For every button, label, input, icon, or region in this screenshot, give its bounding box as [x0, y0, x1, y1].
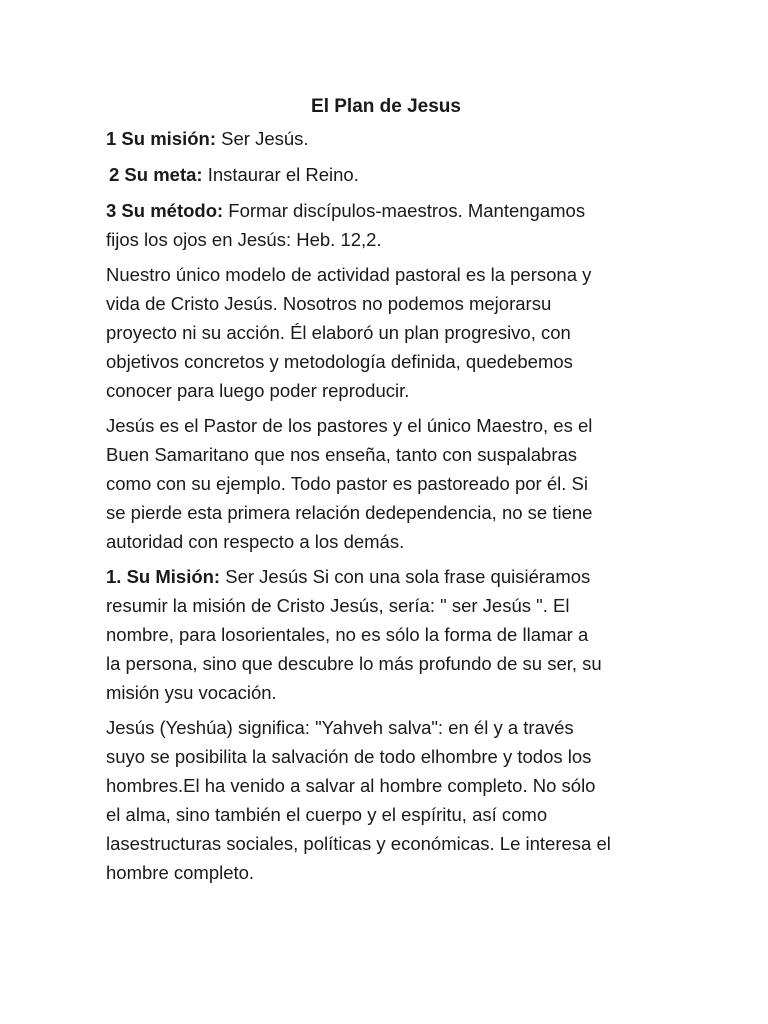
paragraph-line: hombre completo. [106, 862, 255, 883]
document-page [106, 90, 666, 893]
paragraph-line: el alma, sino también el cuerpo y el espíritu, así como [106, 804, 548, 825]
item-mission [106, 124, 666, 154]
paragraph-line: hombres.El ha venido a salvar al hombre completo. No sólo [106, 775, 596, 796]
paragraph-line: la persona, sino que descubre lo más profundo de su ser, su [106, 653, 602, 674]
paragraph-line: se pierde esta primera relación dedependencia, no se tiene [106, 502, 593, 523]
item-mission-label: 1 Su misión: [106, 128, 216, 149]
paragraph-line: Jesús (Yeshúa) significa: "Yahveh salva": en él y a través [106, 717, 574, 738]
document-title: El Plan de Jesus [311, 96, 461, 117]
paragraph-line: resumir la misión de Cristo Jesús, sería: " ser Jesús ". El [106, 595, 570, 616]
paragraph-line: Jesús es el Pastor de los pastores y el único Maestro, es el [106, 415, 593, 436]
item-goal-label: 2 Su meta: [109, 164, 203, 185]
item-method-label: 3 Su método: [106, 200, 224, 221]
item-goal [106, 160, 666, 190]
paragraph-line: suyo se posibilita la salvación de todo elhombre y todos los [106, 746, 592, 767]
paragraph-line: proyecto ni su acción. Él elaboró un plan progresivo, con [106, 322, 571, 343]
paragraph-line: como con su ejemplo. Todo pastor es pastoreado por él. Si [106, 473, 588, 494]
paragraph-line: nombre, para losorientales, no es sólo la forma de llamar a [106, 624, 589, 645]
paragraph-line: Nuestro único modelo de actividad pastoral es la persona y [106, 264, 592, 285]
paragraph-line: Buen Samaritano que nos enseña, tanto con suspalabras [106, 444, 578, 465]
item-method-cont: fijos los ojos en Jesús: Heb. 12,2. [106, 229, 382, 250]
paragraph-mission-label: 1. Su Misión: [106, 566, 221, 587]
paragraph-model [106, 260, 666, 405]
item-mission-text: Ser Jesús. [216, 128, 309, 149]
paragraph-yeshua [106, 713, 666, 887]
paragraph-line: objetivos concretos y metodología definida, quedebemos [106, 351, 573, 372]
item-goal-text: Instaurar el Reino. [202, 164, 359, 185]
paragraph-line: vida de Cristo Jesús. Nosotros no podemos mejorarsu [106, 293, 552, 314]
paragraph-pastor [106, 411, 666, 556]
paragraph-line: autoridad con respecto a los demás. [106, 531, 405, 552]
paragraph-mission [106, 562, 666, 707]
item-method-text: Formar discípulos-maestros. Mantengamos [223, 200, 586, 221]
item-method [106, 196, 666, 254]
paragraph-line: lasestructuras sociales, políticas y económicas. Le interesa el [106, 833, 611, 854]
paragraph-line: Ser Jesús Si con una sola frase quisiéramos [220, 566, 591, 587]
paragraph-line: conocer para luego poder reproducir. [106, 380, 410, 401]
paragraph-line: misión ysu vocación. [106, 682, 277, 703]
